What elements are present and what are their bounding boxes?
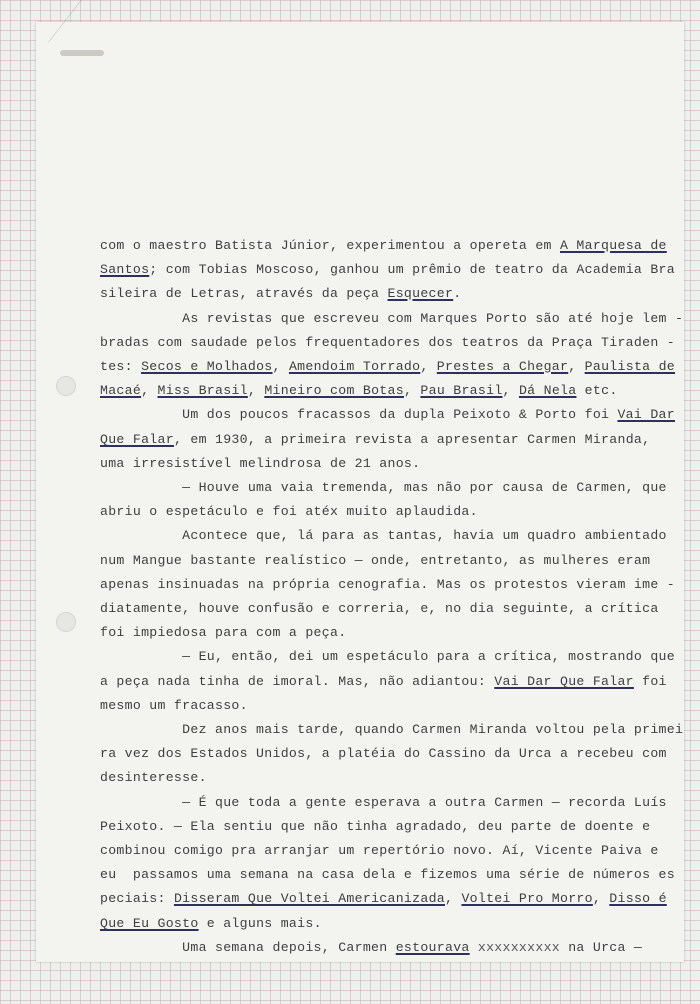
underlined-title: estourava	[395, 940, 470, 955]
text-run: bradas com saudade pelos frequentadores dos teatros da Praça Tiraden -	[100, 335, 675, 350]
text-run: Acontece que, lá para as tantas, havia um quadro ambientado	[100, 528, 667, 543]
underlined-title: Que Eu Gosto	[100, 916, 199, 931]
text-run: — Eu, então, dei um espetáculo para a crítica, mostrando que	[100, 649, 675, 664]
text-line	[100, 940, 642, 956]
punch-hole	[56, 612, 76, 632]
text-line	[100, 553, 650, 569]
text-line	[100, 674, 667, 690]
text-line	[100, 843, 659, 859]
text-run: na Urca —	[560, 940, 643, 955]
text-line	[100, 407, 675, 423]
text-run: tes:	[100, 359, 142, 374]
text-run: mesmo um fracasso.	[100, 698, 248, 713]
text-line	[100, 480, 667, 496]
text-run: eu passamos uma semana na casa dela e fizemos uma série de números es	[100, 867, 675, 882]
text-line	[100, 432, 650, 448]
typewritten-page	[36, 22, 684, 962]
page-crease	[48, 0, 104, 43]
underlined-title: Vai Dar	[617, 407, 675, 422]
underlined-title: Miss Brasil	[157, 383, 248, 398]
text-line	[100, 311, 683, 327]
text-run: foi impiedosa para com a peça.	[100, 625, 347, 640]
text-run: ; com Tobias Moscoso, ganhou um prêmio de teatro da Academia Bra	[149, 262, 675, 277]
text-line	[100, 359, 675, 375]
text-line	[100, 746, 667, 762]
text-run: , em 1930, a primeira revista a apresentar Carmen Miranda,	[173, 432, 651, 447]
underlined-title: Vai Dar Que Falar	[494, 674, 634, 689]
text-line	[100, 891, 667, 907]
text-line	[100, 335, 675, 351]
text-run: ,	[420, 359, 437, 374]
text-line	[100, 698, 248, 714]
text-run: — É que toda a gente esperava a outra Carmen — recorda Luís	[100, 795, 667, 810]
text-run: ,	[403, 383, 421, 398]
text-line	[100, 916, 322, 932]
text-line	[100, 262, 675, 278]
text-run: sileira de Letras, através da peça	[100, 286, 388, 301]
text-run: uma irresistível melindrosa de 21 anos.	[100, 456, 421, 471]
text-line	[100, 770, 207, 786]
text-line	[100, 383, 618, 399]
text-line	[100, 528, 667, 544]
text-run: combinou comigo pra arranjar um repertório novo. Aí, Vicente Paiva e	[100, 843, 659, 858]
underlined-title: Voltei Pro Morro	[461, 891, 593, 906]
text-run: desinteresse.	[100, 770, 207, 785]
underlined-title: Dá Nela	[518, 383, 577, 398]
text-run: — Houve uma vaia tremenda, mas não por causa de Carmen, que	[100, 480, 667, 495]
text-run: a peça nada tinha de imoral. Mas, não adiantou:	[100, 674, 495, 689]
underlined-title: A Marquesa de	[559, 238, 667, 253]
text-run: ,	[141, 383, 158, 398]
underlined-title: Santos	[100, 262, 150, 277]
text-run: etc.	[576, 383, 618, 398]
text-run: com o maestro Batista Júnior, experimentou a opereta em	[100, 238, 560, 253]
text-run: peciais:	[100, 891, 174, 906]
text-run: num Mangue bastante realístico — onde, entretanto, as mulheres eram	[100, 553, 651, 568]
text-run: ,	[247, 383, 265, 398]
struck-text: xxxxxxxxxx	[477, 940, 560, 955]
text-run: Peixoto. — Ela sentiu que não tinha agradado, deu parte de doente e	[100, 819, 651, 834]
text-line	[100, 504, 478, 520]
text-run	[470, 940, 478, 955]
underlined-title: Disso é	[609, 891, 667, 906]
text-line	[100, 238, 667, 254]
text-run: ,	[502, 383, 519, 398]
punch-hole	[56, 376, 76, 396]
text-run: ,	[445, 891, 462, 906]
page-mark	[60, 50, 104, 56]
text-line	[100, 722, 683, 738]
text-line	[100, 625, 346, 641]
text-line	[100, 456, 420, 472]
text-run: diatamente, houve confusão e correria, e, no dia seguinte, a crítica	[100, 601, 659, 616]
underlined-title: Secos e Molhados	[141, 359, 273, 374]
text-line	[100, 286, 461, 302]
underlined-title: Macaé	[100, 383, 142, 398]
text-run: e alguns mais.	[198, 916, 322, 931]
underlined-title: Prestes a Chegar	[436, 359, 569, 374]
text-run: Dez anos mais tarde, quando Carmen Miranda voltou pela primei	[100, 722, 684, 737]
text-run: Um dos poucos fracassos da dupla Peixoto & Porto foi	[100, 407, 618, 422]
text-run: ,	[568, 359, 585, 374]
text-run: .	[453, 286, 462, 301]
text-line	[100, 795, 667, 811]
text-line	[100, 601, 659, 617]
text-run: abriu o espetáculo e foi atéx muito aplaudida.	[100, 504, 478, 519]
underlined-title: Disseram Que Voltei Americanizada	[173, 891, 445, 906]
text-line	[100, 577, 675, 593]
underlined-title: Pau Brasil	[420, 383, 503, 398]
text-run: Uma semana depois, Carmen	[100, 940, 396, 955]
text-line	[100, 649, 675, 665]
text-line	[100, 819, 650, 835]
text-run: foi	[633, 674, 667, 689]
text-run: apenas insinuadas na própria cenografia. Mas os protestos vieram ime -	[100, 577, 675, 592]
underlined-title: Mineiro com Botas	[264, 383, 404, 398]
underlined-title: Amendoim Torrado	[288, 359, 421, 374]
text-run: ra vez dos Estados Unidos, a platéia do Cassino da Urca a recebeu com	[100, 746, 667, 761]
text-line	[100, 867, 675, 883]
text-run: As revistas que escreveu com Marques Porto são até hoje lem -	[100, 311, 684, 326]
underlined-title: Paulista de	[584, 359, 676, 374]
underlined-title: Que Falar	[100, 432, 174, 447]
text-run: ,	[272, 359, 289, 374]
text-run: ,	[592, 891, 610, 906]
underlined-title: Esquecer	[387, 286, 454, 301]
